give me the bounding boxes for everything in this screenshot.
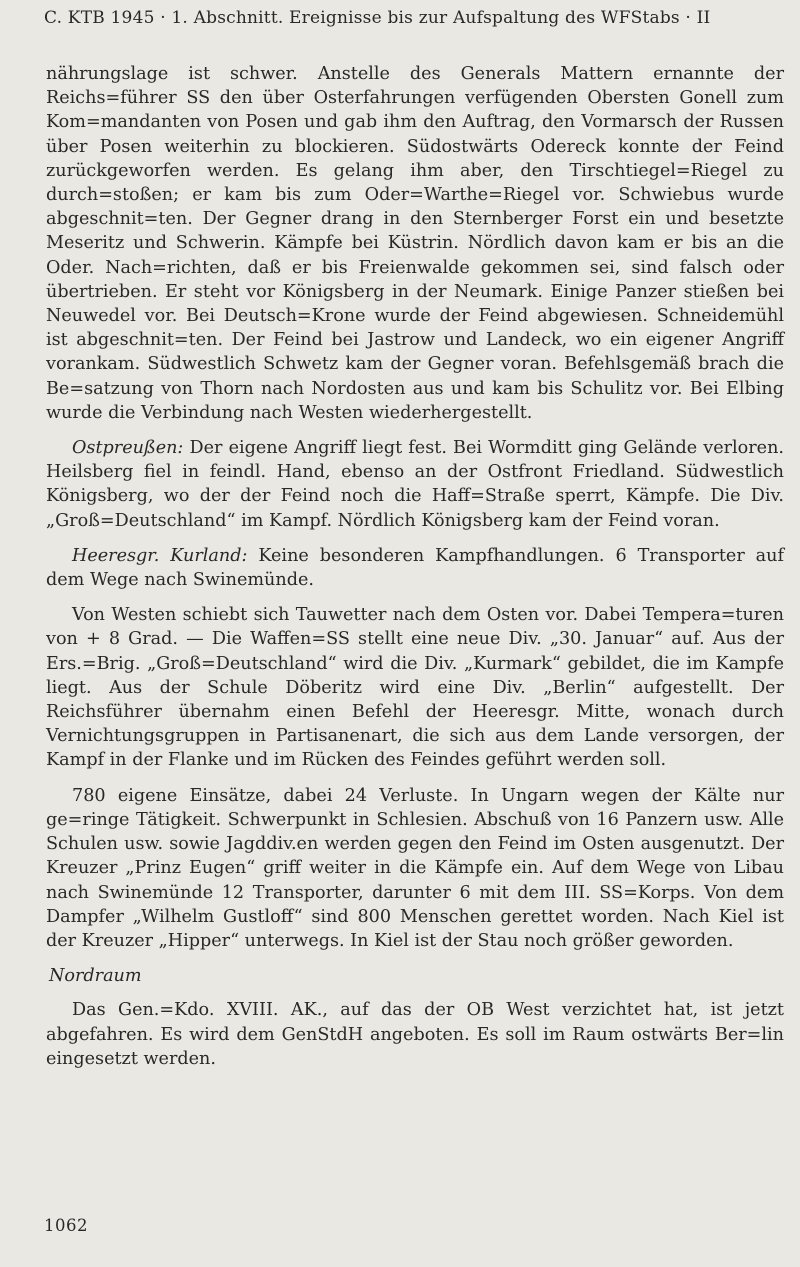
paragraph-ostpreussen	[46, 436, 784, 533]
section-label-kurland: Heeresgr. Kurland:	[72, 545, 248, 566]
paragraph-continuation: nährungslage ist schwer. Anstelle des Generals Mattern ernannte der Reichs=führer SS den über Osterfahrungen verfügenden Obersten Gonell zum Kom=mandanten von Posen und gab ihm den Auftrag, den Vormarsch der Russen über Posen weiterhin zu blockieren. Südostwärts Odereck konnte der Feind zurückgeworfen werden. Es gelang ihm aber, den Tirschtiegel=Riegel zu durch=stoßen; er kam bis zum Oder=Warthe=Riegel vor. Schwiebus wurde abgeschnit=ten. Der Gegner drang in den Sternberger Forst ein und besetzte Meseritz und Schwerin. Kämpfe bei Küstrin. Nördlich davon kam er bis an die Oder. Nach=richten, daß er bis Freienwalde gekommen sei, sind falsch oder übertrieben. Er steht vor Königsberg in der Neumark. Einige Panzer stießen bei Neuwedel vor. Bei Deutsch=Krone wurde der Feind abgewiesen. Schneidemühl ist abgeschnit=ten. Der Feind bei Jastrow und Landeck, wo ein eigener Angriff vorankam. Südwestlich Schwetz kam der Gegner voran. Befehlsgemäß brach die Be=satzung von Thorn nach Nordosten aus und kam bis Schulitz vor. Bei Elbing wurde die Verbindung nach Westen wiederhergestellt.	[46, 64, 784, 423]
paragraph-einsaetze: 780 eigene Einsätze, dabei 24 Verluste. In Ungarn wegen der Kälte nur ge=ringe Tätigkeit. Schwerpunkt in Schlesien. Abschuß von 16 Panzern usw. Alle Schulen usw. sowie Jagddiv.en werden gegen den Feind im Osten ausgenutzt. Der Kreuzer „Prinz Eugen“ griff weiter in die Kämpfe ein. Auf dem Wege von Libau nach Swinemünde 12 Transporter, darunter 6 mit dem III. SS=Korps. Von dem Dampfer „Wilhelm Gustloff“ sind 800 Menschen gerettet worden. Nach Kiel ist der Kreuzer „Hipper“ unterwegs. In Kiel ist der Stau noch größer geworden.	[46, 785, 784, 951]
paragraph-kurland	[46, 544, 784, 592]
paragraph-nordraum: Das Gen.=Kdo. XVIII. AK., auf das der OB West verzichtet hat, ist jetzt abgefahren. Es wird dem GenStdH angeboten. Es soll im Raum ostwärts Ber=lin eingesetzt werden.	[46, 1000, 784, 1069]
paragraph-kurland-text: Keine besonderen Kampfhandlungen. 6 Transporter auf dem Wege nach Swinemünde.	[46, 545, 784, 591]
body-text	[46, 62, 784, 1071]
page-number: 1062	[44, 1216, 88, 1235]
section-heading-nordraum: Nordraum	[49, 966, 142, 987]
paragraph-tauwetter: Von Westen schiebt sich Tauwetter nach dem Osten vor. Dabei Tempera=turen von + 8 Grad. — Die Waffen=SS stellt eine neue Div. „30. Januar“ auf. Aus der Ers.=Brig. „Groß=Deutschland“ wird die Div. „Kurmark“ gebildet, die im Kampfe liegt. Aus der Schule Döberitz wird eine Div. „Berlin“ aufgestellt. Der Reichsführer übernahm einen Befehl der Heeresgr. Mitte, wonach durch Vernichtungsgruppen in Partisanenart, die sich aus dem Lande versorgen, der Kampf in der Flanke und im Rücken des Feindes geführt werden soll.	[46, 605, 784, 771]
running-head: C. KTB 1945 · 1. Abschnitt. Ereignisse bis zur Aufspaltung des WFStabs · II	[44, 8, 711, 28]
section-label-ostpreussen: Ostpreußen:	[72, 438, 184, 459]
paragraph-ostpreussen-text: Der eigene Angriff liegt fest. Bei Wormditt ging Gelände verloren. Heilsberg fiel in feindl. Hand, ebenso an der Ostfront Friedland. Südwestlich Königsberg, wo der der Feind noch die Haff=Straße sperrt, Kämpfe. Die Div. „Groß=Deutschland“ im Kampf. Nördlich Königsberg kam der Feind voran.	[46, 438, 784, 531]
